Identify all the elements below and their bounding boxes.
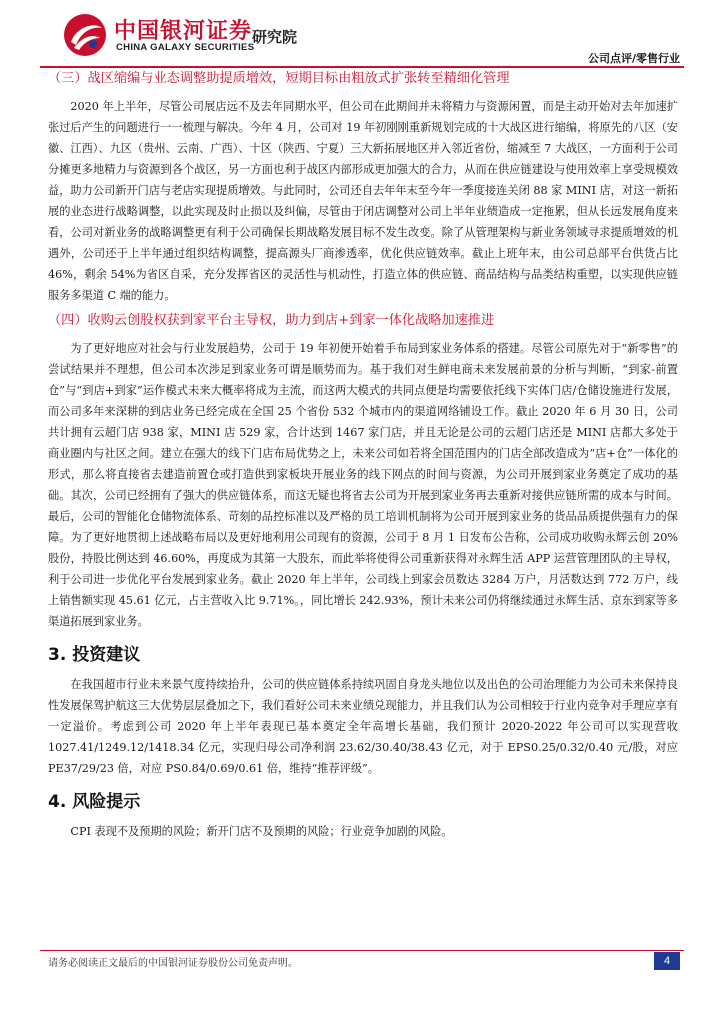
section-4-heading: 4. 风险提示	[48, 792, 141, 812]
logo-chinese-text: 中国银河证券	[114, 19, 253, 44]
section-3-heading: 3. 投资建议	[48, 645, 141, 665]
galaxy-logo-icon	[62, 12, 108, 58]
subsection-3-paragraph: 2020 年上半年，尽管公司展店远不及去年同期水平，但公司在此期间并未将精力与资源闲置，而是主动开始对去年加速扩张过后产生的问题进行一一梳理与解决。今年 4 月，公司对 19 年初刚刚重新规划完成的十大战区进行缩编，将原先的八区（安徽、江西）、九区（贵州、云南、广西）、十区（陕西、宁夏）三大新拓展地区并入邻近省份，缩减至 7 大战区，一方面利于公司分摊更多地精力与资源到各个战区，另一方面也利于战区内部形成更加强大的合力，从而在供应链建设与使用效率上享受规模效益，助力公司新开门店与老店实现提质增效。与此同时，公司还自去年年末至今年一季度接连关闭 88 家 MINI 店，对这一新拓展的业态进行战略调整，以此实现及时止损以及纠偏，尽管由于闭店调整对公司上半年业绩造成一定拖累，但从长远发展角度来看，公司对新业务的战略调整更有利于公司确保长期战略发展目标不发生改变。除了从管理架构与新业务领域寻求提质增效的机遇外，公司还于上半年通过组织结构调整，提高源头厂商渗透率，优化供应链效率。截止上班年末，由公司总部平台供货占比 46%，剩余 54%为省区自采，充分发挥省区的灵活性与机动性，打造立体的供应链、商品结构与品类结构重塑，以实现供应链服务多渠道 C 端的能力。	[48, 100, 678, 302]
report-body	[48, 68, 678, 842]
research-institute-label: 研究院	[252, 28, 298, 46]
footer-divider	[40, 950, 684, 951]
page-number-badge: 4	[654, 952, 680, 970]
subsection-3-title: （三）战区缩编与业态调整助提质增效，短期目标由粗放式扩张转至精细化管理	[48, 71, 510, 86]
page-header	[0, 0, 724, 70]
subsection-4-paragraph: 为了更好地应对社会与行业发展趋势，公司于 19 年初便开始着手布局到家业务体系的搭建。尽管公司原先对于“新零售”的尝试结果并不理想，但公司本次涉足到家业务可谓是顺势而为。基于我们对生鲜电商未来发展前景的分析与判断，“到家-前置仓”与“到店+到家”运作模式未来大概率将成为主流，而这两大模式的共同点便是均需要依托线下实体门店/仓储设施进行发展，而公司多年来深耕的到店业务已经完成在全国 25 个省份 532 个城市内的渠道网络铺设工作。截止 2020 年 6 月 30 日，公司共计拥有云超门店 938 家，MINI 店 529 家，合计达到 1467 家门店，并且无论是公司的云超门店还是 MINI 店都大多处于商业圈内与社区之间。建立在强大的线下门店布局优势之上，未来公司如若将全国范围内的门店全部改造成为“店+仓”一体化的形式，那么将直接省去建造前置仓或打造供到家板块开展业务的线下网点的时间与资源，为公司开展到家业务奠定了成功的基础。其次，公司已经拥有了强大的供应链体系，而这无疑也将省去公司为开展到家业务再去重新对接供应链所需的成本与时间。最后，公司的智能化仓储物流体系、苛刻的品控标准以及严格的员工培训机制将为公司开展到家业务的货品品质提供强有力的保障。为了更好地贯彻上述战略布局以及更好地利用公司现有的资源，公司于 8 月 1 日发布公告称，公司成功收购永辉云创 20%股份，持股比例达到 46.60%，再度成为其第一大股东，而此举将使得公司重新获得对永辉生活 APP 运营管理团队的主导权，利于公司进一步优化平台发展到家业务。截止 2020 年上半年，公司线上到家会员数达 3284 万户，月活数达到 772 万户，线上销售额实现 45.61 亿元，占主营收入比 9.71%。，同比增长 242.93%，预计未来公司仍将继续通过永辉生活、京东到家等多渠道拓展到家业务。	[48, 342, 678, 628]
report-type-label: 公司点评/零售行业	[587, 52, 680, 65]
subsection-4-title: （四）收购云创股权获到家平台主导权，助力到店+到家一体化战略加速推进	[48, 313, 495, 328]
footer-disclaimer: 请务必阅读正文最后的中国银河证券股份公司免责声明。	[48, 958, 298, 969]
section-4-paragraph: CPI 表现不及预期的风险；新开门店不及预期的风险；行业竞争加剧的风险。	[70, 825, 453, 838]
logo-english-text: CHINA GALAXY SECURITIES	[116, 42, 255, 53]
section-3-paragraph: 在我国超市行业未来景气度持续抬升，公司的供应链体系持续巩固自身龙头地位以及出色的公司治理能力为公司未来保持良性发展保驾护航这三大优势层层叠加之下，我们看好公司未来业绩兑现能力，并且我们认为公司相较于行业内竞争对手理应享有一定溢价。考虑到公司 2020 年上半年表现已基本奠定全年高增长基础，我们预计 2020-2022 年公司可以实现营收 1027.41/1249.12/1418.34 亿元，实现归母公司净利润 23.62/30.40/38.43 亿元，对于 EPS0.25/0.32/0.40 元/股，对应 PE37/29/23 倍，对应 PS0.84/0.69/0.61 倍，维持“推荐评级”。	[48, 678, 678, 775]
